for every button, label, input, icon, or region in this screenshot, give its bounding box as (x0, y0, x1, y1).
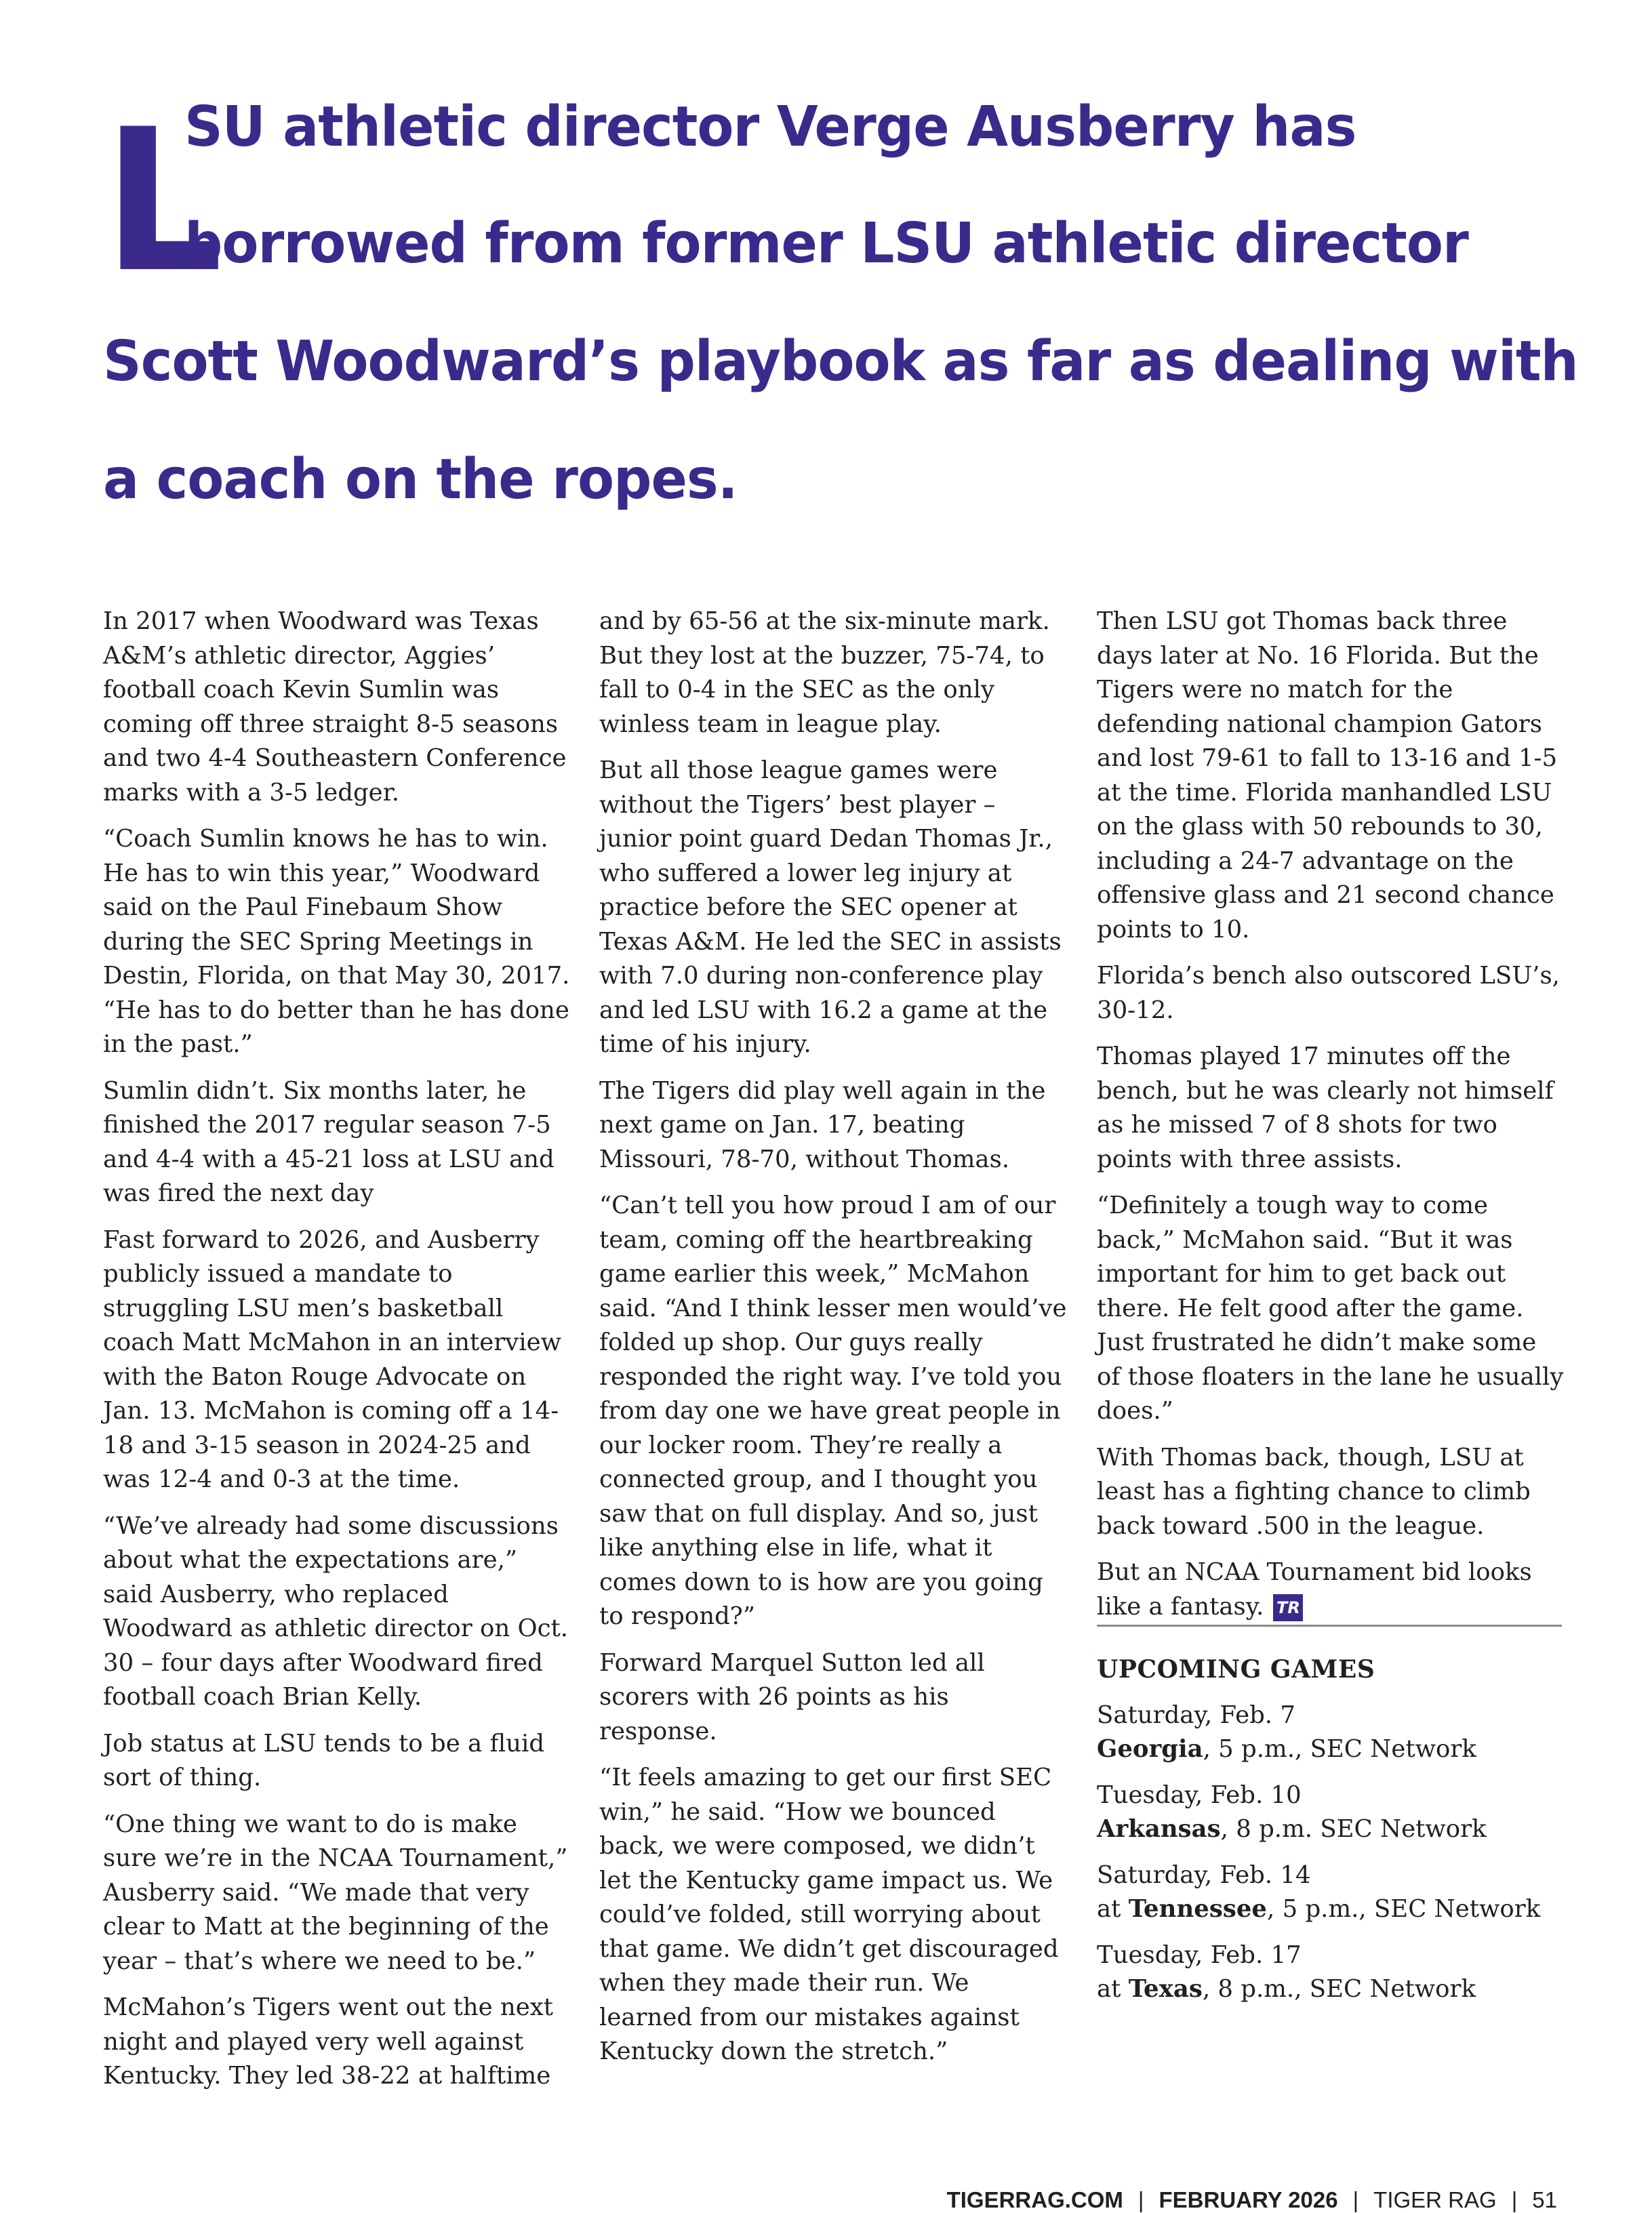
paragraph: In 2017 when Woodward was Texas A&M’s athletic director, Aggies’ football coach Kevin Sumlin was coming off three straight 8-5 seasons and two 4-4 Southeastern Conference marks with a 3-5 ledger. (103, 607, 567, 807)
game-opponent: Georgia (1097, 1735, 1203, 1763)
paragraph: McMahon’s Tigers went out the next night and played very well against Kentucky. They led 38-22 at halftime (103, 1993, 554, 2090)
footer-separator: | (1352, 2187, 1359, 2212)
upcoming-games-heading: UPCOMING GAMES (1097, 1655, 1375, 1684)
game-date: Tuesday, Feb. 10 (1097, 1781, 1302, 1809)
paragraph: “One thing we want to do is make sure we’re in the NCAA Tournament,” Ausberry said. “We made that very clear to Matt at the beginning of the year – that’s where we need to be.” (103, 1810, 568, 1975)
game-prefix: at (1097, 1895, 1129, 1923)
article-column-3 (1097, 605, 1565, 1636)
paragraph: Then LSU got Thomas back three days later at No. 16 Florida. But the Tigers were no match for the defending national champion Gators and lost 79-61 to fall to 13-16 and 1-5 at the time. Florida manhandled LSU on the glass with 50 rebounds to 30, including a 24-7 advantage on the offensive glass and 21 second chance points to 10. (1097, 607, 1558, 943)
game-entry (1097, 1859, 1571, 1926)
tiger-rag-end-mark-icon: TR (1273, 1594, 1303, 1621)
game-entry (1097, 1699, 1571, 1766)
lede-line: borrowed from former LSU athletic director (184, 211, 1468, 276)
game-date: Saturday, Feb. 14 (1097, 1861, 1311, 1889)
paragraph: “Definitely a tough way to come back,” McMahon said. “But it was important for him to get back out there. He felt good after the game. Just frustrated he didn’t make some of those floaters in the lane he usually does.” (1097, 1192, 1564, 1425)
footer-publication: TIGER RAG (1373, 2187, 1497, 2212)
game-entry (1097, 1938, 1571, 2006)
paragraph: Thomas played 17 minutes off the bench, but he was clearly not himself as he missed 7 of 8 shots for two points with three assists. (1097, 1042, 1554, 1173)
paragraph: “Coach Sumlin knows he has to win. He has to win this year,” Woodward said on the Paul Finebaum Show during the SEC Spring Meetings in Destin, Florida, on that May 30, 2017. “He has to do better than he has done in the past.” (103, 825, 570, 1058)
footer-issue: FEBRUARY 2026 (1159, 2187, 1338, 2212)
footer-site: TIGERRAG.COM (946, 2187, 1123, 2212)
paragraph: “We’ve already had some discussions about what the expectations are,” said Ausberry, who replaced Woodward as athletic director on Oct. 30 – four days after Woodward fired football coach Brian Kelly. (103, 1511, 569, 1711)
game-details: , 8 p.m. SEC Network (1220, 1815, 1487, 1843)
game-entry (1097, 1779, 1571, 1846)
lede-line: SU athletic director Verge Ausberry has (184, 95, 1356, 159)
paragraph: Sumlin didn’t. Six months later, he finished the 2017 regular season 7-5 and 4-4 with a 45-21 loss at LSU and was fired the next day (103, 1076, 555, 1207)
upcoming-games-box (1097, 1652, 1571, 2018)
paragraph: The Tigers did play well again in the next game on Jan. 17, beating Missouri, 78-70, without Thomas. (599, 1076, 1046, 1173)
closing-paragraph (1097, 1556, 1565, 1624)
game-prefix: at (1097, 1975, 1129, 2003)
paragraph: Job status at LSU tends to be a fluid sort of thing. (103, 1729, 545, 1791)
paragraph: Forward Marquel Sutton led all scorers with 26 points as his response. (599, 1648, 985, 1745)
game-date: Tuesday, Feb. 17 (1097, 1941, 1302, 1969)
game-opponent: Texas (1128, 1975, 1203, 2003)
article-column-1 (103, 605, 571, 2106)
lede-line: a coach on the ropes. (103, 447, 738, 512)
lede-line: Scott Woodward’s playbook as far as dealing with (103, 329, 1578, 394)
page-footer (947, 2187, 1557, 2213)
paragraph: Florida’s bench also outscored LSU’s, 30-12. (1097, 962, 1560, 1024)
paragraph: With Thomas back, though, LSU at least has a fighting chance to climb back toward .500 in the league. (1097, 1443, 1531, 1540)
paragraph: and by 65-56 at the six-minute mark. But they lost at the buzzer, 75-74, to fall to 0-4 in the SEC as the only winless team in league play. (599, 607, 1050, 738)
game-opponent: Arkansas (1097, 1815, 1221, 1843)
paragraph: But all those league games were without the Tigers’ best player – junior point guard Dedan Thomas Jr., who suffered a lower leg injury at practice before the SEC opener at Texas A&M. He led the SEC in assists with 7.0 during non-conference play and led LSU with 16.2 a game at the time of his injury. (599, 756, 1062, 1058)
page-number: 51 (1532, 2187, 1557, 2212)
paragraph: “Can’t tell you how proud I am of our team, coming off the heartbreaking game earlier this week,” McMahon said. “And I think lesser men would’ve folded up shop. Our guys really responded the right way. I’ve told you from day one we have great people in our locker room. They’re really a connected group, and I thought you saw that on full display. And so, just like anything else in life, what it comes down to is how are you going to respond?” (599, 1192, 1067, 1630)
article-column-2 (599, 605, 1067, 2082)
paragraph: Fast forward to 2026, and Ausberry publicly issued a mandate to struggling LSU men’s basketball coach Matt McMahon in an interview with the Baton Rouge Advocate on Jan. 13. McMahon is coming off a 14-18 and 3-15 season in 2024-25 and was 12-4 and 0-3 at the time. (103, 1225, 561, 1493)
footer-separator: | (1137, 2187, 1144, 2212)
game-details: , 5 p.m., SEC Network (1203, 1735, 1476, 1763)
paragraph: “It feels amazing to get our first SEC win,” he said. “How we bounced back, we were composed, we didn’t let the Kentucky game impact us. We could’ve folded, still worrying about that game. We didn’t get discouraged when they made their run. We learned from our mistakes against Kentucky down the stretch.” (599, 1764, 1059, 2065)
game-details: , 8 p.m., SEC Network (1202, 1975, 1476, 2003)
game-opponent: Tennessee (1128, 1895, 1267, 1923)
footer-separator: | (1511, 2187, 1518, 2212)
closing-text: But an NCAA Tournament bid looks like a fantasy. (1097, 1558, 1532, 1621)
drop-cap: L (103, 87, 223, 316)
game-details: , 5 p.m., SEC Network (1267, 1895, 1541, 1923)
section-divider (1097, 1625, 1562, 1627)
game-date: Saturday, Feb. 7 (1097, 1701, 1295, 1729)
